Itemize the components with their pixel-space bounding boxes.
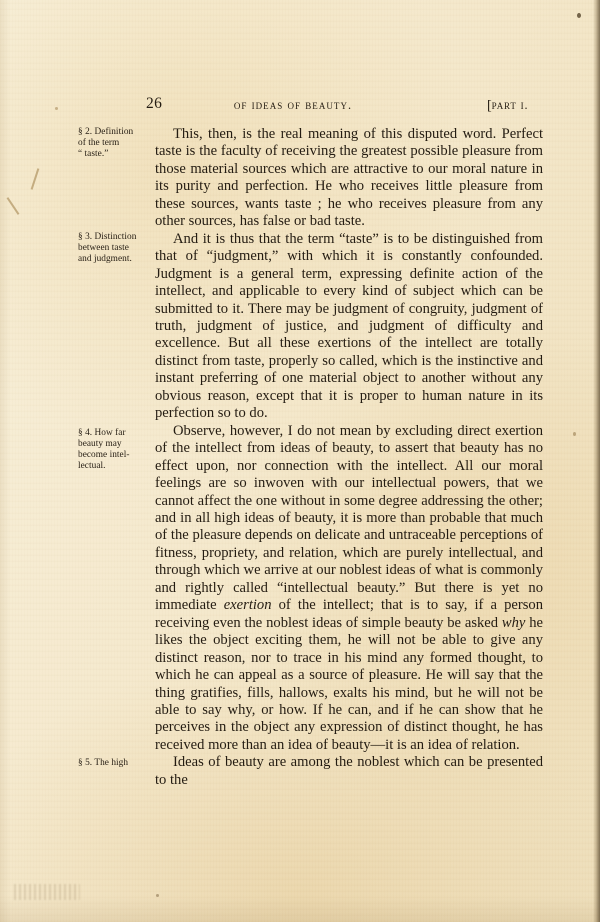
body-text-column [155, 126, 543, 789]
part-label [487, 98, 528, 115]
sidenote-line: and judgment. [78, 254, 132, 265]
paragraph-intellect-and-beauty [155, 423, 543, 755]
sidenote-line: § 3. Distinction [78, 232, 137, 242]
paragraph-text-part: of the intellect; that is to say, if a person receiving even the noblest ideas of simple beauty be asked [155, 597, 543, 631]
sidenote-line: § 2. Definition [78, 127, 134, 137]
emphasis-why: why [501, 614, 526, 631]
sidenote-line: “ taste.” [78, 149, 109, 160]
sidenote-line: lectual. [78, 461, 106, 472]
sidenote-definition-of-taste [78, 127, 156, 160]
page-bottom-edge-shading [0, 896, 600, 922]
sidenote-line: beauty may [78, 439, 122, 450]
running-title: of ideas of beauty. [233, 98, 353, 112]
sidenote-line: become intel- [78, 450, 130, 461]
sidenote-the-high [78, 758, 156, 769]
paragraph-text-part: Observe, however, I do not mean by excluding direct exertion of the intellect from ideas of beauty, to assert that beauty has no effect upon, nor connection with the intellect. All our moral feelings are so inwoven with our intellectual powers, that we cannot affect the one without in some degree addressing the other; and in all high ideas of beauty, it is more than probable that much of the pleasure depends on delicate and untraceable perceptions of fitness, propriety, and relation, which are purely intellectual, and through which we arrive at our noblest ideas of what is commonly and rightly called “intellectual beauty.” But there is yet no immediate [155, 422, 543, 614]
scan-edge-shadow [593, 0, 600, 922]
sidenote-beauty-intellectual [78, 428, 156, 472]
paragraph-definition-of-taste: This, then, is the real meaning of this disputed word. Perfect taste is the faculty of receiving the greatest possible pleasure from those material sources which are attractive to our moral nature in its purity and perfection. He who receives little pleasure from these sources, wants taste ; he who receives pleasure from any other sources, has false or bad taste. [155, 126, 543, 230]
sidenote-line: of the term [78, 138, 120, 149]
paragraph-noblest-ideas: Ideas of beauty are among the noblest which can be presented to the [155, 754, 543, 788]
sidenote-line: § 5. The high [78, 758, 129, 768]
running-head [0, 95, 600, 115]
paper-ghost-offset [14, 884, 80, 900]
sidenote-line: § 4. How far [78, 428, 126, 438]
page-left-edge-shading [0, 0, 10, 922]
paper-speck [156, 894, 159, 897]
paper-speck [573, 432, 576, 436]
bracket-glyph: [ [487, 98, 492, 114]
emphasis-exertion: exertion [223, 597, 272, 614]
page-number: 26 [146, 95, 163, 112]
paragraph-taste-vs-judgment: And it is thus that the term “taste” is to be distinguished from that of “judgment,” with which it is constantly confounded. Judgment is a general term, expressing definite action of the intellect, and applicable to every kind of subject which can be submitted to it. There may be judgment of congruity, judgment of truth, judgment of justice, and judgment of difficulty and excellence. But all these exertions of the intellect are totally distinct from taste, properly so called, which is the instinctive and instant preferring of one material object to another without any obvious reason, except that it is proper to human nature in its perfection so to do. [155, 230, 543, 422]
paper-fibre-mark [31, 168, 40, 190]
part-label-text: part i. [491, 98, 529, 112]
paragraph-text-part: he likes the object exciting them, he will not be able to give any distinct reason, nor to trace in his mind any formed thought, to which he can appeal as a source of pleasure. He will say that the thing gratifies, fills, hallows, exalts his mind, but he will not be able to say why, or how. If he can, and if he can show that he perceives in the object any expression of distinct thought, he has received more than an idea of beauty—it is an idea of relation. [155, 614, 543, 753]
paper-speck [577, 13, 581, 18]
paper-fibre-mark [7, 197, 20, 215]
sidenote-line: between taste [78, 243, 129, 254]
sidenote-distinction-taste-judgment [78, 232, 156, 265]
